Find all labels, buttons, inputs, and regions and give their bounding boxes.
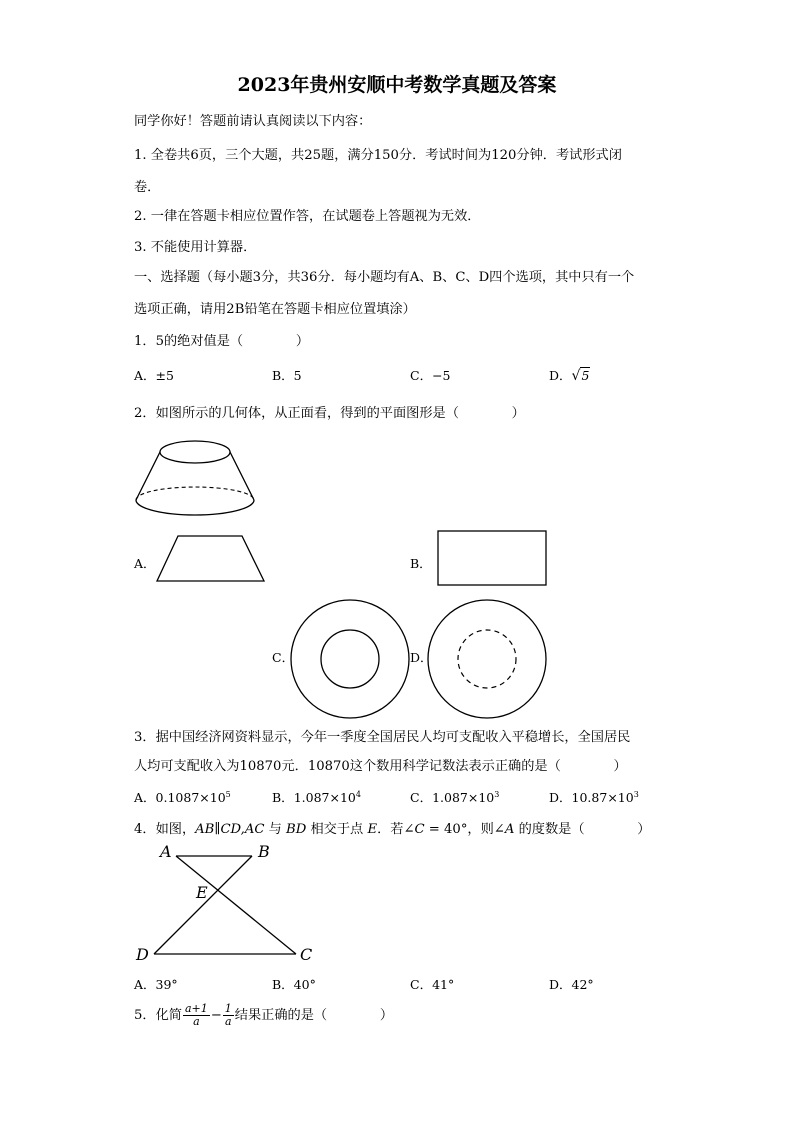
fraction-1-denominator: a bbox=[193, 1015, 200, 1028]
page-title: 2023年贵州安顺中考数学真题及答案 bbox=[237, 74, 557, 96]
q4-condition: AB∥CD,AC bbox=[195, 822, 265, 837]
fraction-1-numerator: a+1 bbox=[184, 1002, 208, 1015]
q3-option-a bbox=[134, 788, 231, 806]
q4-point-e: E bbox=[367, 822, 378, 837]
q4-angle-c: C bbox=[414, 822, 425, 837]
sqrt-value: 5 bbox=[581, 368, 590, 383]
q3-option-c-base: 1.087×10 bbox=[432, 790, 495, 805]
q3-option-c bbox=[410, 788, 499, 806]
q1-stem: 1．5的绝对值是（ ） bbox=[134, 334, 310, 349]
q3-option-d-exp: 3 bbox=[633, 789, 639, 799]
q3-option-d-label: D． bbox=[549, 790, 572, 805]
q2-stem: 2．如图所示的几何体，从正面看，得到的平面图形是（ ） bbox=[134, 406, 525, 421]
q4-mid2: 相交于点 bbox=[306, 822, 368, 837]
q3-option-c-exp: 3 bbox=[494, 789, 500, 799]
rule-2: 2. 一律在答题卡相应位置作答，在试题卷上答题视为无效． bbox=[134, 209, 481, 224]
sqrt-symbol: √ bbox=[571, 368, 581, 384]
point-e-label: E bbox=[196, 883, 208, 902]
q5-suffix: 结果正确的是（ ） bbox=[234, 1008, 394, 1023]
intro-text: 同学你好！答题前请认真阅读以下内容： bbox=[134, 114, 372, 129]
q1-option-c: C．−5 bbox=[410, 368, 451, 383]
rectangle-shape bbox=[437, 530, 549, 588]
q1-option-a: A．±5 bbox=[134, 368, 174, 383]
fraction-1 bbox=[183, 1003, 210, 1028]
q4-option-a: A．39° bbox=[134, 977, 178, 992]
section-heading: 一、选择题（每小题3分，共36分．每小题均有A、B、C、D四个选项，其中只有一个 bbox=[134, 270, 635, 285]
q2-label-b: B． bbox=[410, 556, 432, 571]
q1-option-b: B．5 bbox=[272, 368, 302, 383]
q3-option-d bbox=[549, 788, 639, 806]
minus-sign: − bbox=[210, 1008, 222, 1023]
q4-segment-bd: BD bbox=[286, 822, 307, 837]
trapezoid-shape bbox=[156, 534, 266, 584]
q3-option-b-label: B． bbox=[272, 790, 294, 805]
q4-prefix: 4．如图， bbox=[134, 822, 196, 837]
point-d-label: D bbox=[136, 945, 149, 964]
fraction-2-numerator: 1 bbox=[224, 1002, 232, 1015]
q3-option-c-label: C． bbox=[410, 790, 433, 805]
rule-1-cont: 卷． bbox=[134, 180, 161, 195]
q5-prefix: 5．化简 bbox=[134, 1008, 182, 1023]
q3-option-a-label: A． bbox=[134, 790, 156, 805]
q4-angle-a: A bbox=[504, 822, 515, 837]
concentric-circles-dashed bbox=[425, 597, 549, 721]
q4-stem bbox=[134, 818, 650, 837]
fraction-2 bbox=[223, 1003, 234, 1028]
q3-option-a-base: 0.1087×10 bbox=[155, 790, 226, 805]
q4-option-d: D．42° bbox=[549, 977, 594, 992]
q1-option-d-label: D． bbox=[549, 368, 572, 383]
rule-3: 3. 不能使用计算器． bbox=[134, 240, 257, 255]
q4-option-c: C．41° bbox=[410, 977, 455, 992]
q3-option-a-exp: 5 bbox=[225, 789, 231, 799]
q3-line-2: 人均可支配收入为10870元．10870这个数用科学记数法表示正确的是（ ） bbox=[134, 759, 627, 774]
q2-label-c: C． bbox=[272, 650, 295, 665]
point-a-label: A bbox=[160, 842, 172, 861]
rule-1: 1. 全卷共6页，三个大题，共25题，满分150分．考试时间为120分钟．考试形式闭 bbox=[134, 148, 622, 163]
q4-option-b: B．40° bbox=[272, 977, 316, 992]
q3-option-b-exp: 4 bbox=[355, 789, 361, 799]
q3-option-b bbox=[272, 788, 361, 806]
q4-mid3: ．若∠ bbox=[377, 822, 415, 837]
fraction-2-denominator: a bbox=[225, 1015, 232, 1028]
q3-option-d-base: 10.87×10 bbox=[571, 790, 634, 805]
q1-option-d bbox=[549, 366, 590, 384]
q4-mid: 与 bbox=[264, 822, 287, 837]
point-b-label: B bbox=[258, 842, 270, 861]
q4-suffix: 的度数是（ ） bbox=[514, 822, 651, 837]
q2-label-a: A． bbox=[134, 556, 156, 571]
section-heading-cont: 选项正确，请用2B铅笔在答题卡相应位置填涂） bbox=[134, 302, 416, 317]
q3-line-1: 3．据中国经济网资料显示，今年一季度全国居民人均可支配收入平稳增长，全国居民 bbox=[134, 730, 631, 745]
q4-mid4: = 40°，则∠ bbox=[424, 822, 505, 837]
concentric-circles-solid bbox=[288, 597, 412, 721]
q3-option-b-base: 1.087×10 bbox=[293, 790, 356, 805]
frustum-figure bbox=[130, 438, 260, 523]
q5-stem bbox=[134, 1003, 393, 1028]
point-c-label: C bbox=[300, 945, 313, 964]
q2-label-d: D． bbox=[410, 650, 433, 665]
parallel-lines-figure bbox=[130, 840, 330, 970]
